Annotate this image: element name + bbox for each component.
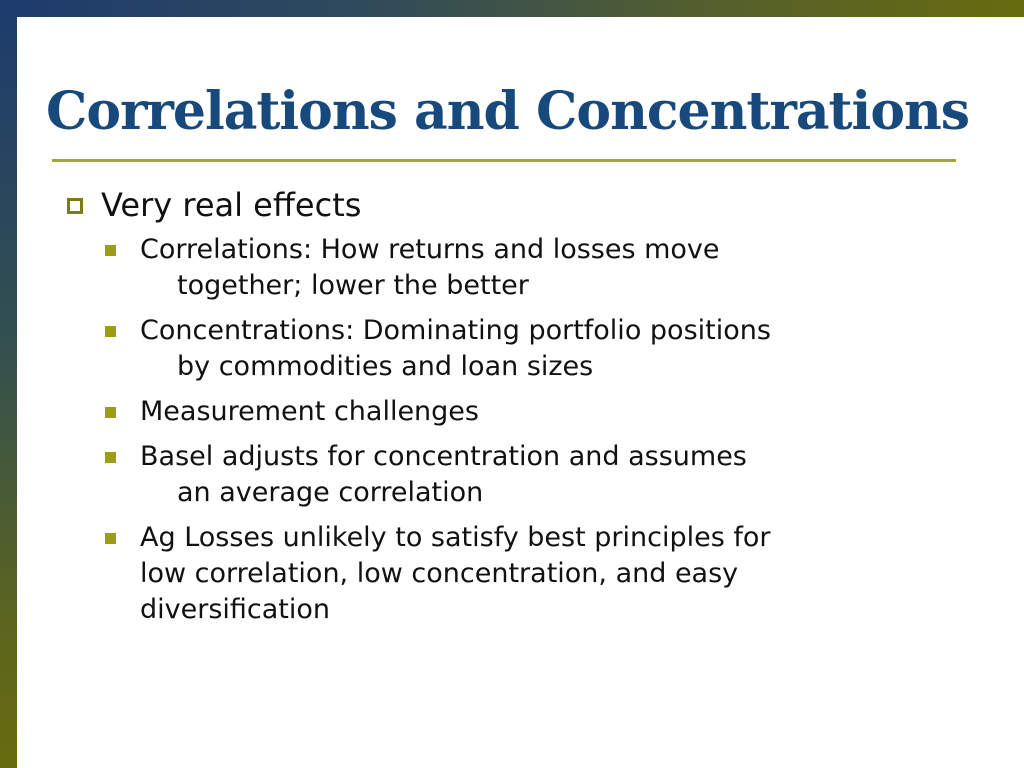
sub-bullet-correlations	[102, 232, 964, 304]
square-bullet-icon	[105, 245, 116, 256]
slide-body	[64, 184, 964, 637]
bullet-level-1	[64, 184, 964, 226]
sub-bullet-measurement	[102, 394, 964, 430]
sub-bullet-line: together; lower the better	[177, 270, 529, 301]
sub-bullet-line: Basel adjusts for concentration and assumes	[140, 441, 747, 472]
sub-bullet-line: diversification	[140, 594, 331, 625]
slide-title: Correlations and Concentrations	[46, 81, 970, 142]
sub-bullet-line: an average correlation	[177, 477, 484, 508]
top-gradient-band	[0, 0, 1024, 17]
bullet-text: Very real effects	[101, 186, 362, 224]
title-underline-rule	[52, 159, 956, 162]
sub-bullet-line: Concentrations: Dominating portfolio positions	[140, 315, 771, 346]
sub-bullet-line: Ag Losses unlikely to satisfy best principles for	[140, 522, 771, 553]
square-bullet-icon	[105, 533, 116, 544]
sub-bullet-line: low correlation, low concentration, and easy	[140, 558, 739, 589]
sub-bullet-concentrations	[102, 313, 964, 385]
square-bullet-icon	[105, 452, 116, 463]
sub-bullet-basel	[102, 439, 964, 511]
sub-bullet-line: by commodities and loan sizes	[177, 351, 594, 382]
sub-bullet-line: Correlations: How returns and losses move	[140, 234, 720, 265]
sub-bullet-line: Measurement challenges	[140, 396, 479, 427]
sub-bullet-ag-losses	[102, 520, 964, 628]
hollow-square-bullet-icon	[67, 198, 83, 214]
square-bullet-icon	[105, 326, 116, 337]
square-bullet-icon	[105, 407, 116, 418]
left-gradient-band	[0, 0, 17, 768]
